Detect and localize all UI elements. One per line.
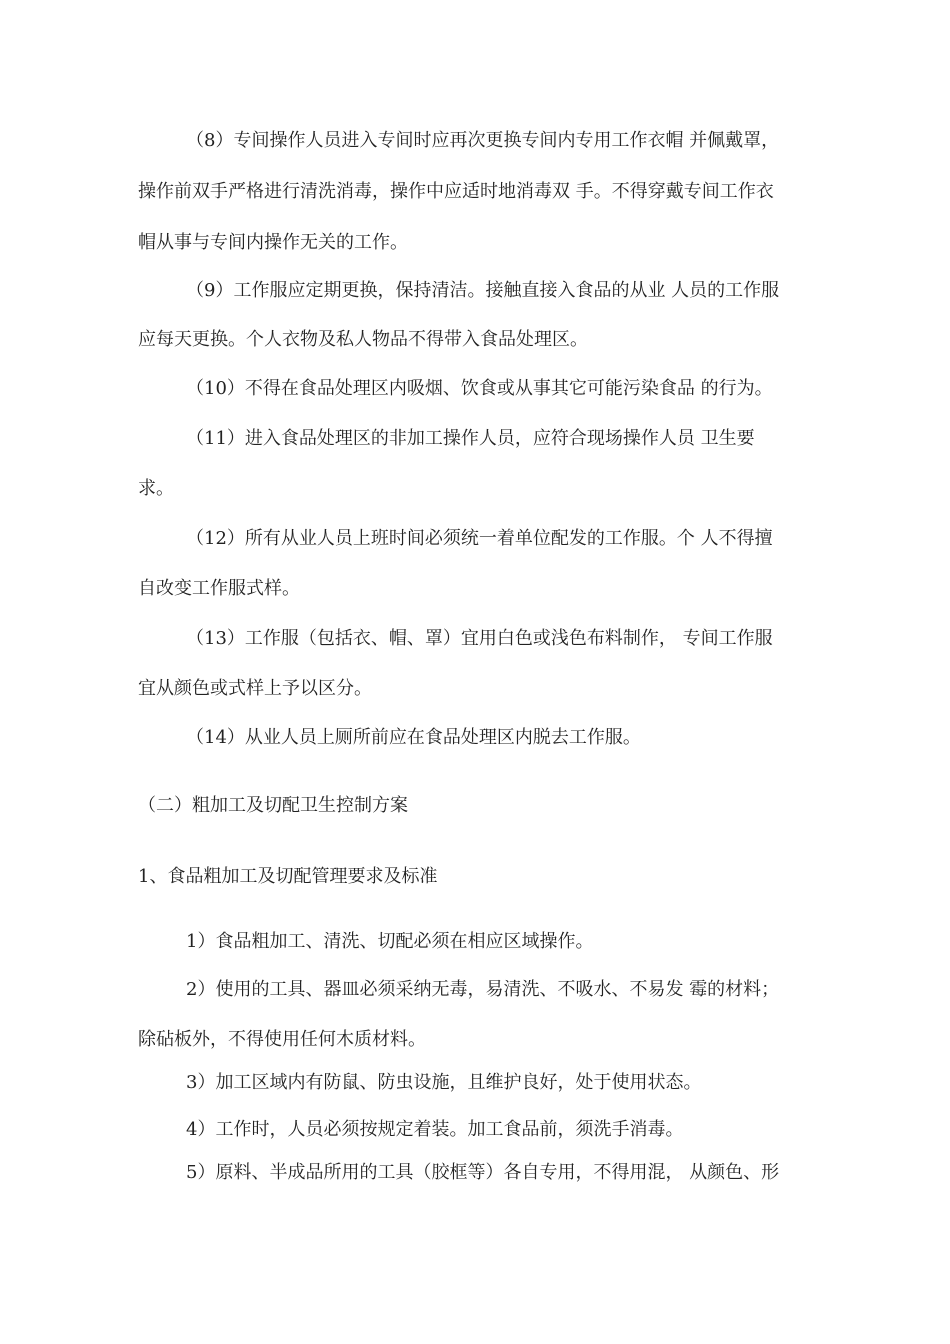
item-1: 1）食品粗加工、清洗、切配必须在相应区域操作。	[186, 931, 594, 952]
paragraph-9-line-1: （9）工作服应定期更换，保持清洁。接触直接入食品的从业 人员的工作服	[186, 280, 780, 301]
paragraph-13-line-2: 宜从颜色或式样上予以区分。	[138, 678, 372, 699]
paragraph-10: （10）不得在食品处理区内吸烟、饮食或从事其它可能污染食品 的行为。	[186, 378, 773, 399]
section-heading: （二）粗加工及切配卫生控制方案	[138, 795, 408, 816]
paragraph-14: （14）从业人员上厕所前应在食品处理区内脱去工作服。	[186, 727, 641, 748]
paragraph-11-line-1: （11）进入食品处理区的非加工操作人员，应符合现场操作人员 卫生要	[186, 428, 755, 449]
paragraph-12-line-1: （12）所有从业人员上班时间必须统一着单位配发的工作服。个 人不得擅	[186, 528, 773, 549]
paragraph-9-line-2: 应每天更换。个人衣物及私人物品不得带入食品处理区。	[138, 329, 588, 350]
paragraph-11-line-2: 求。	[138, 478, 174, 499]
item-2-line-2: 除砧板外，不得使用任何木质材料。	[138, 1029, 426, 1050]
paragraph-8-line-3: 帽从事与专间内操作无关的工作。	[138, 232, 408, 253]
subsection-heading: 1、食品粗加工及切配管理要求及标准	[138, 866, 438, 887]
paragraph-13-line-1: （13）工作服（包括衣、帽、罩）宜用白色或浅色布料制作， 专间工作服	[186, 628, 773, 649]
paragraph-8-line-1: （8）专间操作人员进入专间时应再次更换专间内专用工作衣帽 并佩戴罩，	[186, 130, 780, 151]
paragraph-8-line-2: 操作前双手严格进行清洗消毒，操作中应适时地消毒双 手。不得穿戴专间工作衣	[138, 181, 774, 202]
item-4: 4）工作时，人员必须按规定着装。加工食品前，须洗手消毒。	[186, 1119, 684, 1140]
item-5: 5）原料、半成品所用的工具（胶框等）各自专用，不得用混， 从颜色、形	[186, 1162, 780, 1183]
item-3: 3）加工区域内有防鼠、防虫设施，且维护良好，处于使用状态。	[186, 1072, 702, 1093]
paragraph-12-line-2: 自改变工作服式样。	[138, 578, 300, 599]
item-2-line-1: 2）使用的工具、器皿必须采纳无毒，易清洗、不吸水、不易发 霉的材料；	[186, 979, 780, 1000]
